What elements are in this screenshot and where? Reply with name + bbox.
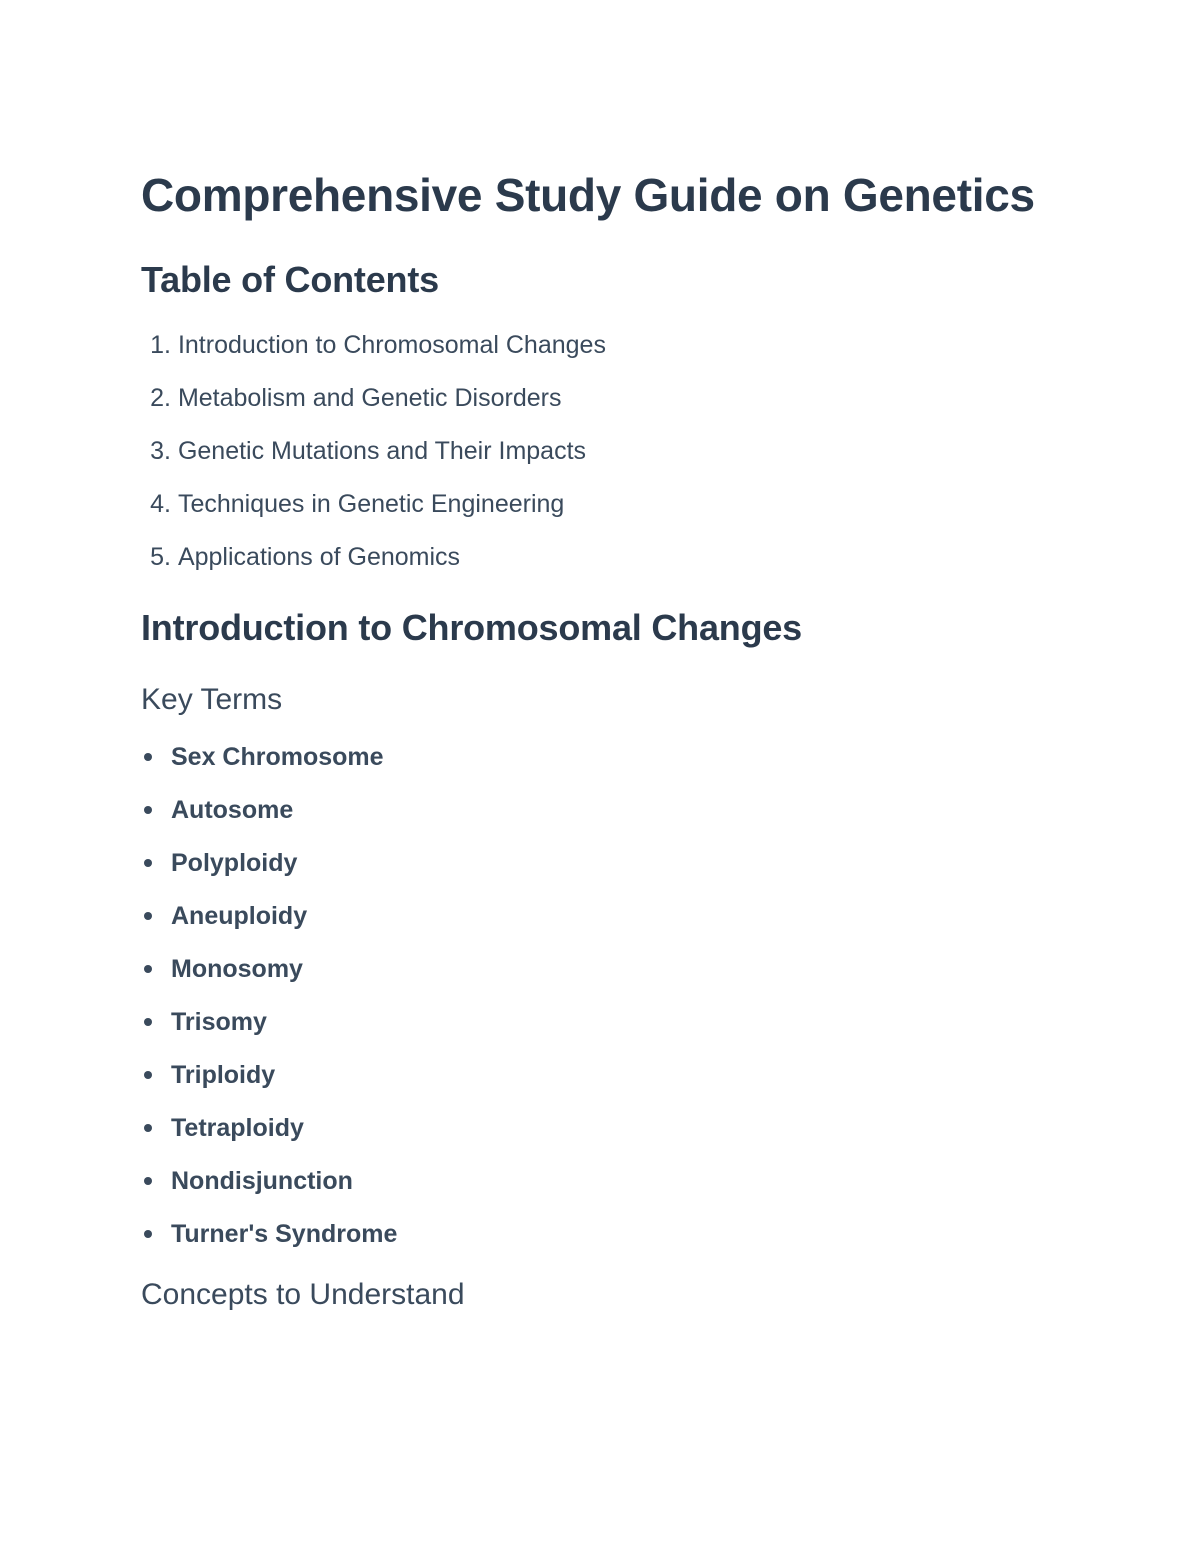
bullet-icon (144, 859, 152, 867)
toc-item[interactable] (141, 330, 1041, 360)
list-item (141, 1113, 1041, 1143)
list-item (141, 1219, 1041, 1249)
key-term: Triploidy (171, 1061, 276, 1089)
key-term: Aneuploidy (171, 902, 308, 930)
list-item (141, 1166, 1041, 1196)
toc-item-label[interactable]: Metabolism and Genetic Disorders (177, 384, 562, 412)
toc-list (141, 330, 1041, 572)
toc-item[interactable] (141, 436, 1041, 466)
key-term: Trisomy (171, 1008, 267, 1036)
key-term: Monosomy (171, 955, 303, 983)
bullet-icon (144, 753, 152, 761)
list-item (141, 1007, 1041, 1037)
key-term: Tetraploidy (171, 1114, 304, 1142)
list-item (141, 742, 1041, 772)
list-item (141, 954, 1041, 984)
bullet-icon (144, 806, 152, 814)
toc-item-number: 3. (150, 437, 171, 465)
toc-item-label[interactable]: Introduction to Chromosomal Changes (177, 331, 606, 359)
key-terms-heading: Key Terms (141, 683, 283, 716)
bullet-icon (144, 1124, 152, 1132)
key-terms-list (141, 742, 1041, 1249)
bullet-icon (144, 1177, 152, 1185)
list-item (141, 795, 1041, 825)
key-term: Turner's Syndrome (171, 1220, 398, 1248)
document-page (141, 164, 1041, 1315)
bullet-icon (144, 1071, 152, 1079)
list-item (141, 848, 1041, 878)
list-item (141, 901, 1041, 931)
key-term: Sex Chromosome (171, 743, 384, 771)
toc-item-label[interactable]: Techniques in Genetic Engineering (177, 490, 565, 518)
toc-item[interactable] (141, 542, 1041, 572)
toc-item[interactable] (141, 383, 1041, 413)
bullet-icon (144, 912, 152, 920)
concepts-heading: Concepts to Understand (141, 1278, 465, 1311)
toc-item-label[interactable]: Applications of Genomics (177, 543, 461, 571)
toc-heading: Table of Contents (141, 259, 439, 300)
key-term: Polyploidy (171, 849, 298, 877)
key-term: Autosome (171, 796, 294, 824)
document-title: Comprehensive Study Guide on Genetics (141, 169, 1035, 221)
toc-item-number: 1. (150, 331, 171, 359)
bullet-icon (144, 1018, 152, 1026)
toc-item[interactable] (141, 489, 1041, 519)
key-term: Nondisjunction (171, 1167, 353, 1195)
list-item (141, 1060, 1041, 1090)
section-heading: Introduction to Chromosomal Changes (141, 607, 803, 648)
toc-item-number: 4. (150, 490, 171, 518)
toc-item-number: 2. (150, 384, 171, 412)
bullet-icon (144, 965, 152, 973)
toc-item-label[interactable]: Genetic Mutations and Their Impacts (177, 437, 587, 465)
toc-item-number: 5. (150, 543, 171, 571)
bullet-icon (144, 1230, 152, 1238)
